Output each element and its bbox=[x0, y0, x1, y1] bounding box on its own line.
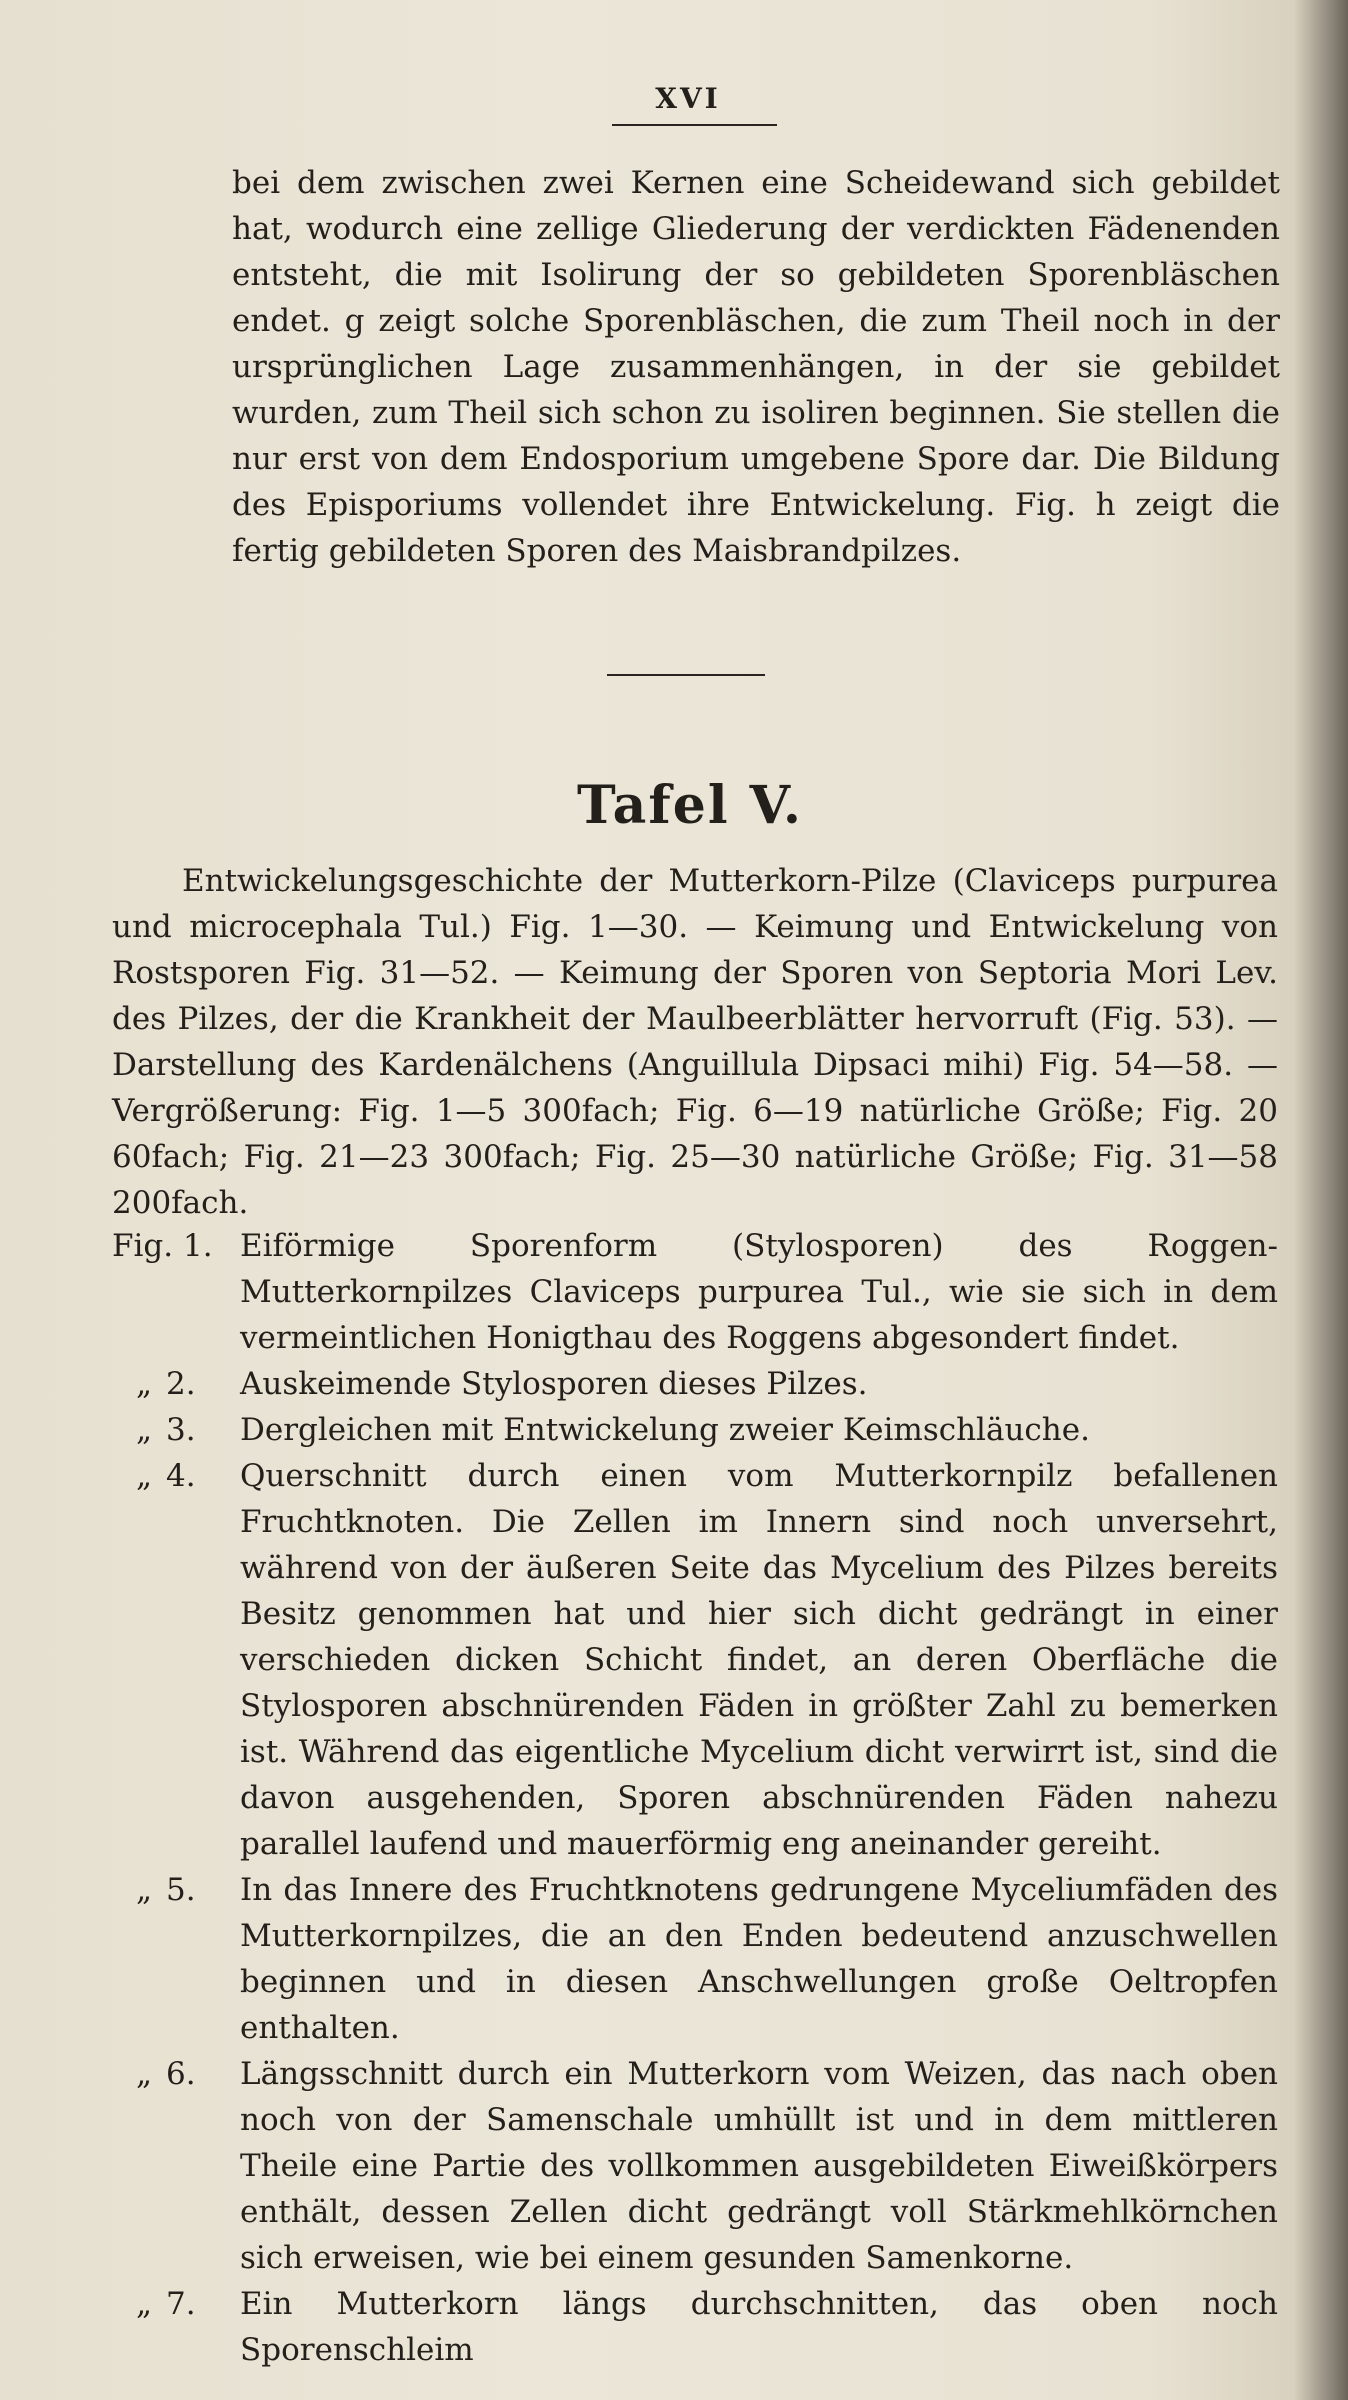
plate-heading: Tafel V. bbox=[576, 775, 804, 836]
figure-number: „ 3. bbox=[135, 1412, 196, 1448]
figure-entry bbox=[112, 1361, 1278, 1407]
figure-entry bbox=[112, 1453, 1278, 1867]
figure-entry bbox=[112, 2051, 1278, 2281]
figure-entry bbox=[112, 1223, 1278, 1361]
figure-text: Längsschnitt durch ein Mutterkorn vom Weizen, das nach oben noch von der Samenschale umhüllt ist und in dem mittleren Theile eine Partie des vollkommen ausgebildeten Eiweißkörpers enthält, dessen Zellen dicht gedrängt voll Stärkmehlkörnchen sich erweisen, wie bei einem gesunden Samenkorne. bbox=[240, 2056, 1278, 2276]
figure-number: „ 2. bbox=[135, 1366, 196, 1402]
plate-description bbox=[112, 858, 1278, 1226]
header-rule bbox=[612, 124, 777, 126]
figure-number: „ 5. bbox=[135, 1872, 196, 1908]
figure-entry bbox=[112, 2281, 1278, 2373]
section-divider bbox=[607, 674, 765, 676]
figure-text: Auskeimende Stylosporen dieses Pilzes. bbox=[240, 1366, 868, 1402]
continued-paragraph: bei dem zwischen zwei Kernen eine Scheidewand sich gebildet hat, wodurch eine zellige Gliederung der verdickten Fädenenden entsteht, die mit Isolirung der so gebildeten Sporenbläschen endet. g zeigt solche Sporenbläschen, die zum Theil noch in der ursprünglichen Lage zusammenhängen, in der sie gebildet wurden, zum Theil sich schon zu isoliren beginnen. Sie stellen die nur erst von dem Endosporium umgebene Spore dar. Die Bildung des Episporiums vollendet ihre Entwickelung. Fig. h zeigt die fertig gebildeten Sporen des Maisbrandpilzes. bbox=[232, 165, 1280, 569]
figure-number: Fig. 1. bbox=[112, 1228, 213, 1264]
figure-number: „ 4. bbox=[135, 1458, 196, 1494]
figure-entry bbox=[112, 1407, 1278, 1453]
figure-entry bbox=[112, 1867, 1278, 2051]
figure-list bbox=[112, 1223, 1278, 2373]
figure-text: Querschnitt durch einen vom Mutterkornpilz befallenen Fruchtknoten. Die Zellen im Innern sind noch unversehrt, während von der äußeren Seite das Mycelium des Pilzes bereits Besitz genommen hat und hier sich dicht gedrängt in einer verschieden dicken Schicht findet, an deren Oberfläche die Stylosporen abschnürenden Fäden in größter Zahl zu bemerken ist. Während das eigentliche Mycelium dicht verwirrt ist, sind die davon ausgehenden, Sporen abschnürenden Fäden nahezu parallel laufend und mauerförmig eng aneinander gereiht. bbox=[240, 1458, 1278, 1862]
figure-number: „ 7. bbox=[135, 2286, 196, 2322]
figure-text: Dergleichen mit Entwickelung zweier Keimschläuche. bbox=[240, 1412, 1090, 1448]
plate-description-text: Entwickelungsgeschichte der Mutterkorn-Pilze (Claviceps purpurea und microcephala Tul.) Fig. 1—30. — Keimung und Entwickelung von Rostsporen Fig. 31—52. — Keimung der Sporen von Septoria Mori Lev. des Pilzes, der die Krankheit der Maulbeerblätter hervorruft (Fig. 53). — Darstellung des Kardenälchens (Anguillula Dipsaci mihi) Fig. 54—58. — Vergrößerung: Fig. 1—5 300fach; Fig. 6—19 natürliche Größe; Fig. 20 60fach; Fig. 21—23 300fach; Fig. 25—30 natürliche Größe; Fig. 31—58 200fach. bbox=[112, 863, 1278, 1221]
figure-number: „ 6. bbox=[135, 2056, 196, 2092]
figure-text: Ein Mutterkorn längs durchschnitten, das oben noch Sporenschleim bbox=[240, 2286, 1278, 2368]
figure-text: In das Innere des Fruchtknotens gedrungene Myceliumfäden des Mutterkornpilzes, die an den Enden bedeutend anzuschwellen beginnen und in diesen Anschwellungen große Oeltropfen enthalten. bbox=[240, 1872, 1278, 2046]
page-number: XVI bbox=[655, 82, 721, 115]
figure-text: Eiförmige Sporenform (Stylosporen) des Roggen-Mutterkornpilzes Claviceps purpurea Tul., wie sie sich in dem vermeintlichen Honigthau des Roggens abgesondert findet. bbox=[240, 1228, 1278, 1356]
